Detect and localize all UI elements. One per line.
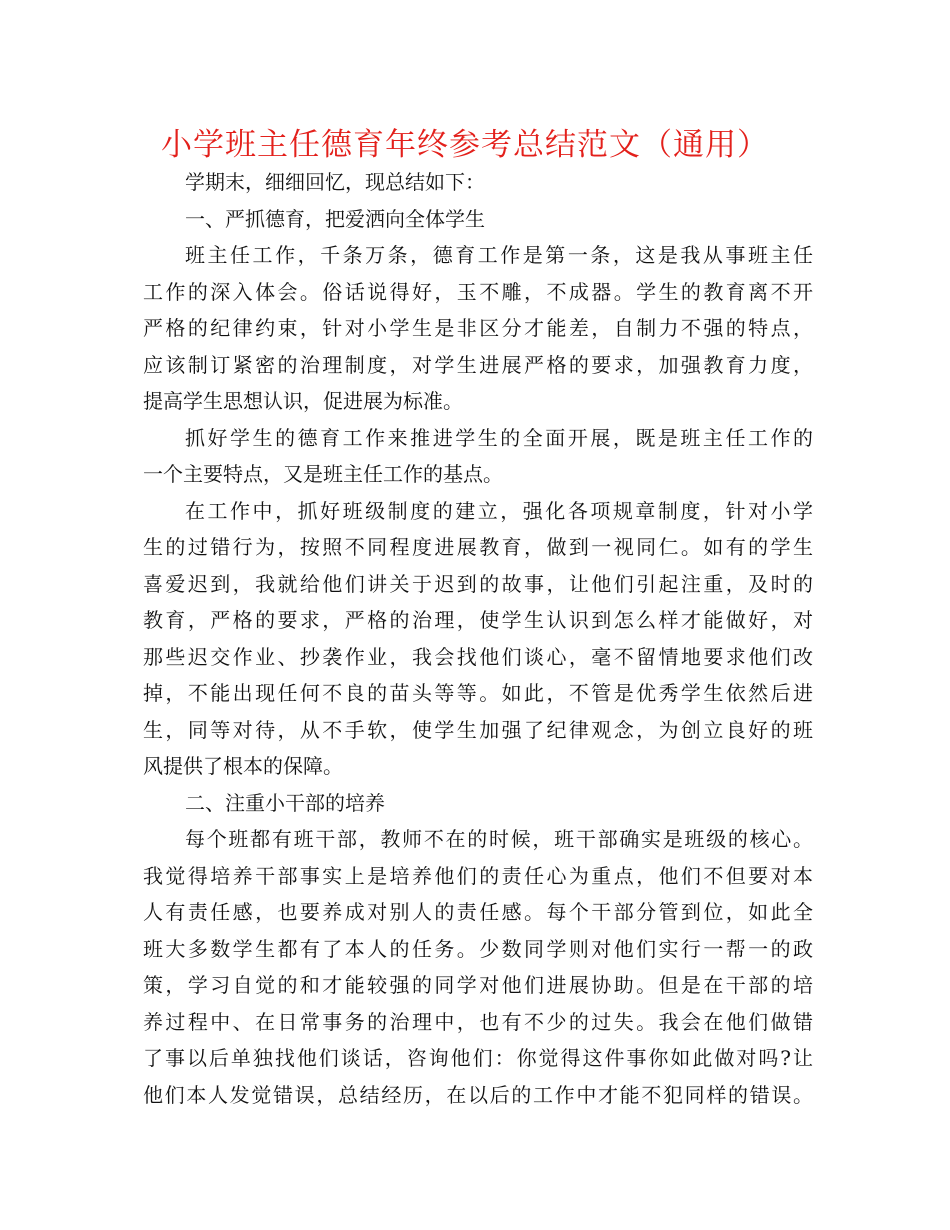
paragraph-line: 那些迟交作业、抄袭作业，我会找他们谈心，毫不留情地要求他们改 [143, 644, 813, 669]
paragraph-line: 班主任工作，千条万条，德育工作是第一条，这是我从事班主任 [185, 243, 813, 267]
paragraph-line: 抓好学生的德育工作来推进学生的全面开展，既是班主任工作的 [185, 425, 813, 450]
paragraph-line: 风提供了根本的保障。 [143, 754, 343, 778]
section-heading-2: 二、注重小干部的培养 [185, 790, 385, 815]
paragraph-line: 他们本人发觉错误，总结经历，在以后的工作中才能不犯同样的错误。 [143, 1082, 813, 1107]
paragraph-line: 在工作中，抓好班级制度的建立，强化各项规章制度，针对小学 [185, 498, 813, 523]
paragraph-line: 一个主要特点，又是班主任工作的基点。 [143, 462, 503, 486]
paragraph-line: 严格的纪律约束，针对小学生是非区分才能差，自制力不强的特点， [143, 316, 813, 340]
paragraph-line: 生，同等对待，从不手软，使学生加强了纪律观念，为创立良好的班 [143, 717, 813, 742]
paragraph-line: 教育，严格的要求，严格的治理，使学生认识到怎么样才能做好，对 [143, 608, 813, 632]
paragraph-line: 喜爱迟到，我就给他们讲关于迟到的故事，让他们引起注重，及时的 [143, 571, 813, 596]
paragraph-line: 策，学习自觉的和才能较强的同学对他们进展协助。但是在干部的培 [143, 973, 813, 997]
paragraph-line: 提高学生思想认识，促进展为标准。 [143, 389, 463, 413]
paragraph-line: 了事以后单独找他们谈话，咨询他们：你觉得这件事你如此做对吗?让 [143, 1046, 813, 1070]
paragraph-line: 工作的深入体会。俗话说得好，玉不雕，不成器。学生的教育离不开 [143, 279, 813, 304]
document-title: 小学班主任德育年终参考总结范文（通用） [161, 127, 769, 163]
paragraph-line: 班大多数学生都有了本人的任务。少数同学则对他们实行一帮一的政 [143, 936, 813, 961]
section-heading-1: 一、严抓德育，把爱洒向全体学生 [185, 206, 485, 231]
paragraph-line: 每个班都有班干部，教师不在的时候，班干部确实是班级的核心。 [185, 827, 813, 851]
paragraph-intro-line: 学期末，细细回忆，现总结如下： [185, 170, 485, 194]
paragraph-line: 养过程中、在日常事务的治理中，也有不少的过失。我会在他们做错 [143, 1009, 813, 1034]
paragraph-line: 应该制订紧密的治理制度，对学生进展严格的要求，加强教育力度， [143, 352, 813, 377]
document-body [143, 164, 813, 1113]
paragraph-line: 人有责任感，也要养成对别人的责任感。每个干部分管到位，如此全 [143, 900, 813, 924]
paragraph-line: 我觉得培养干部事实上是培养他们的责任心为重点，他们不但要对本 [143, 863, 813, 888]
paragraph-line: 掉，不能出现任何不良的苗头等等。如此，不管是优秀学生依然后进 [143, 681, 813, 705]
paragraph-line: 生的过错行为，按照不同程度进展教育，做到一视同仁。如有的学生 [143, 535, 813, 559]
